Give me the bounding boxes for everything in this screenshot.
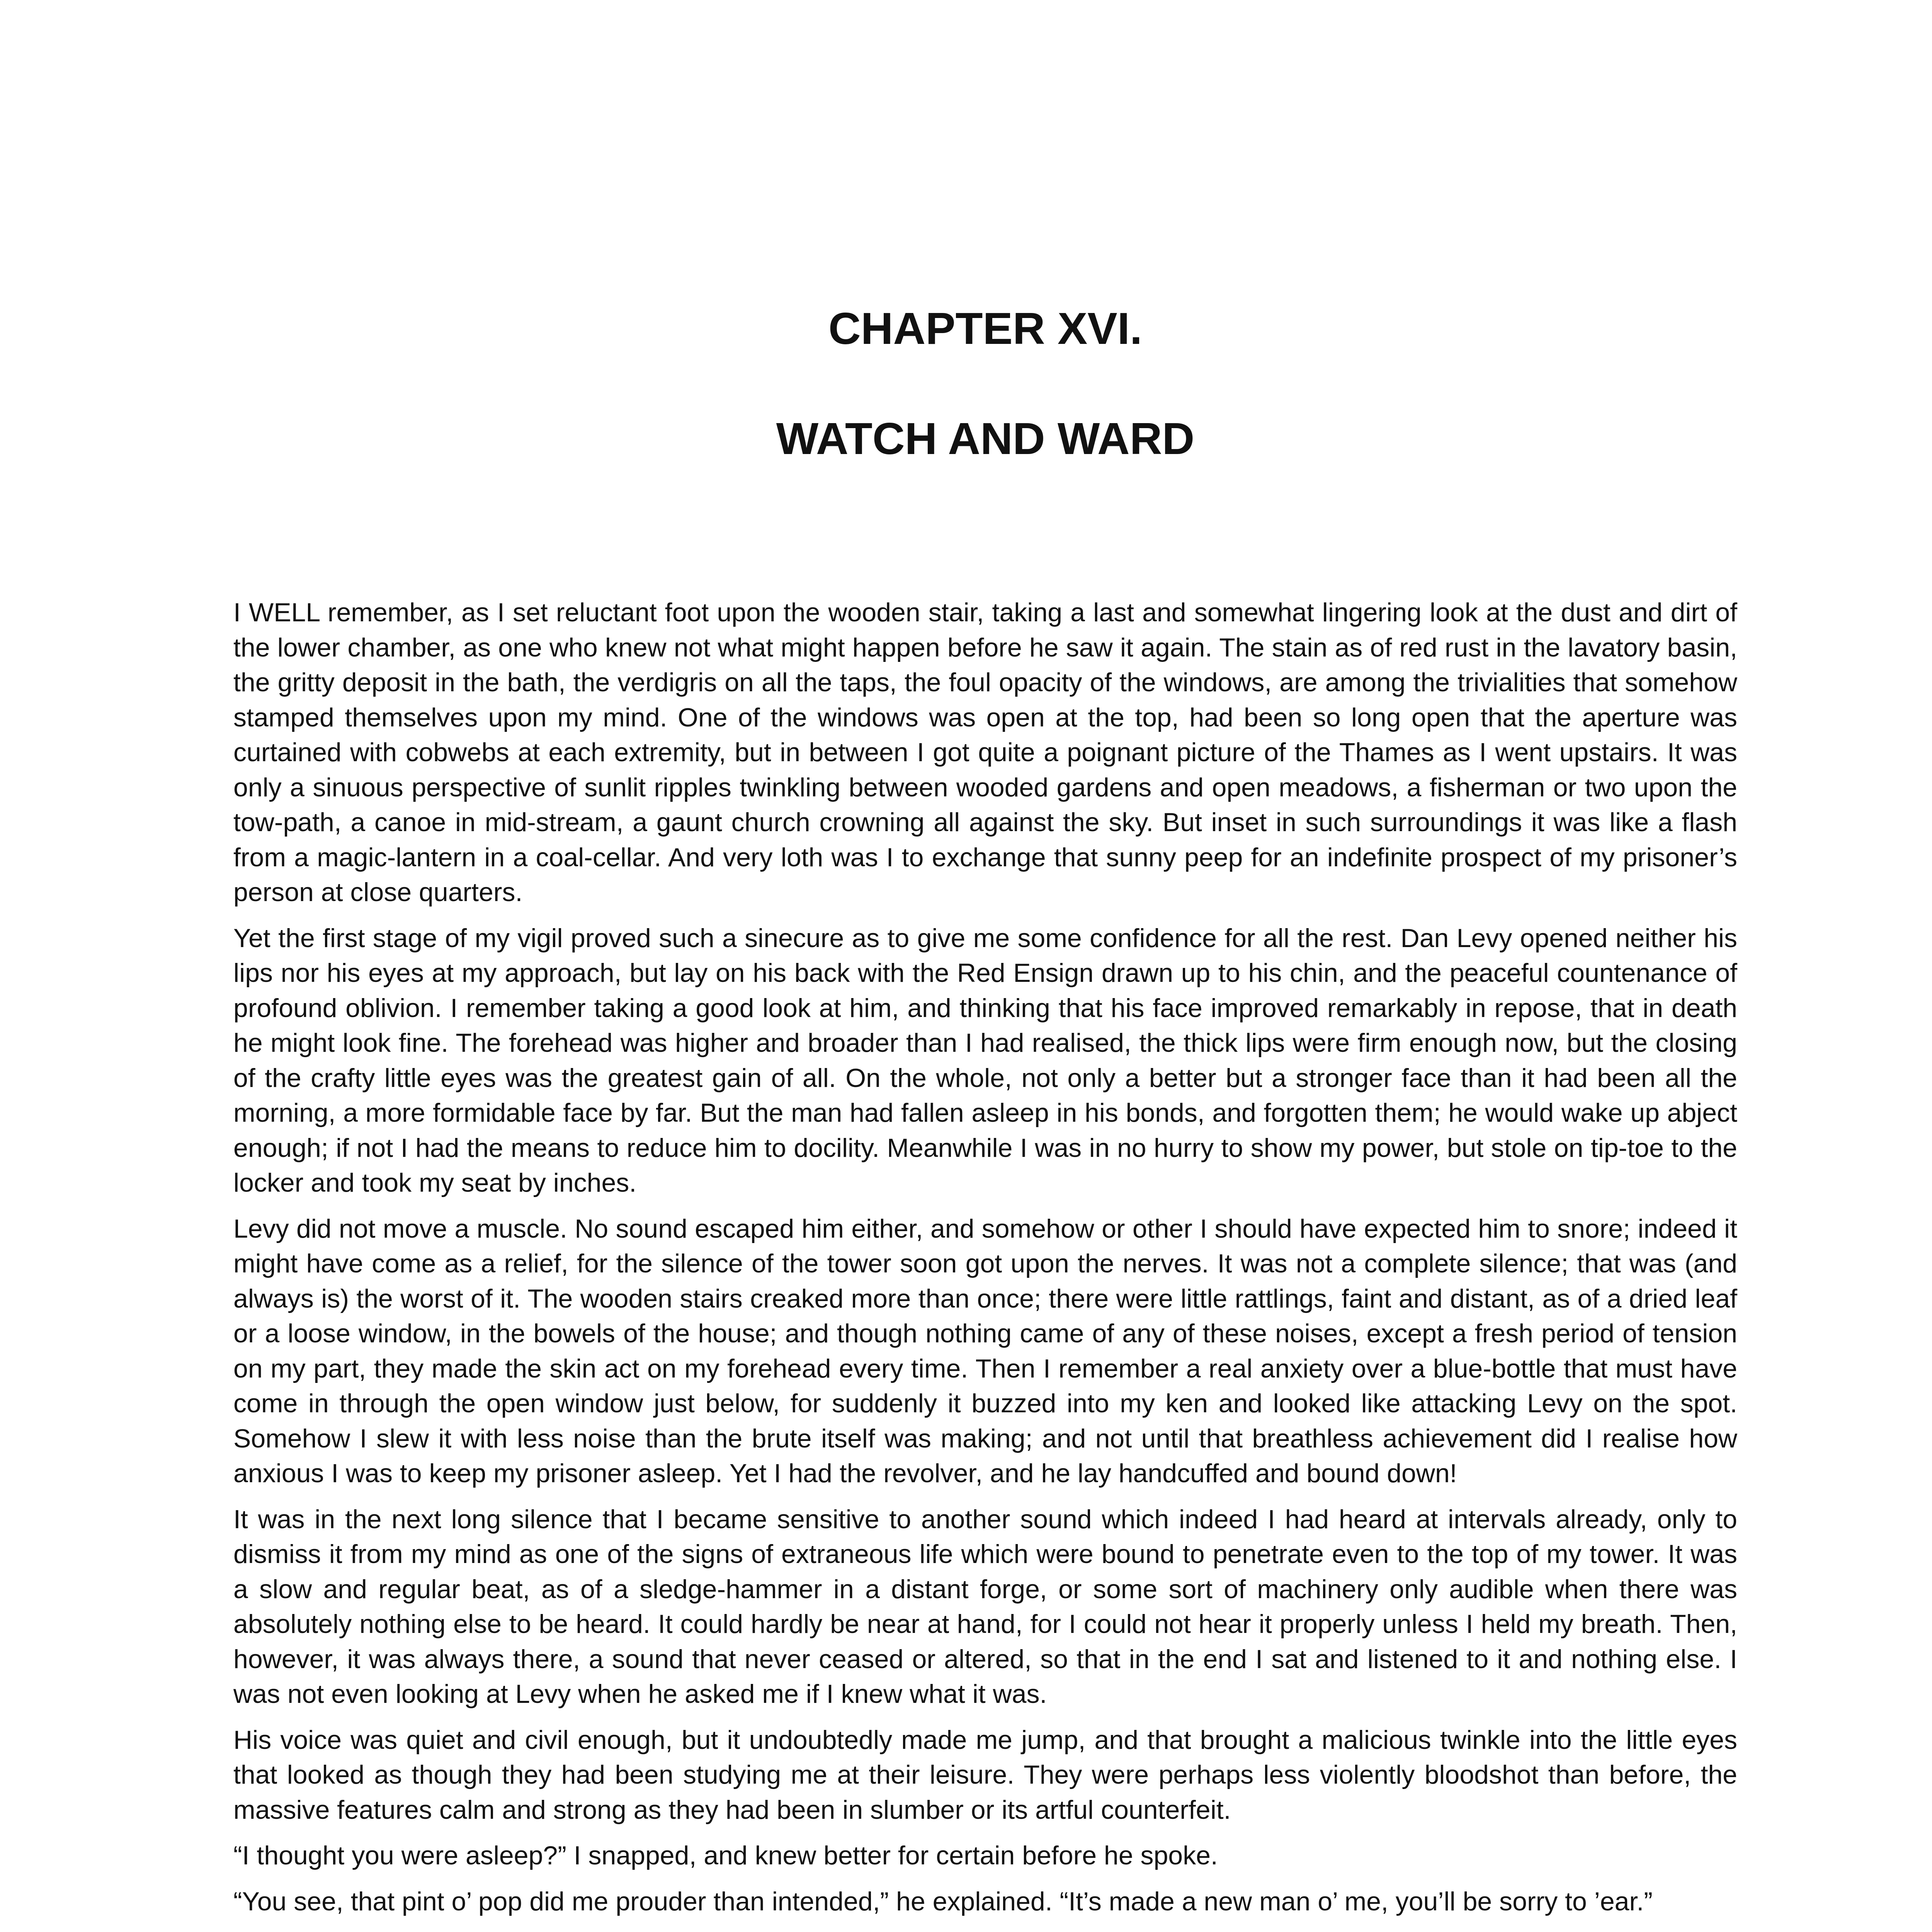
dialogue-paragraph: “I thought you were asleep?” I snapped, and knew better for certain before he spoke. xyxy=(233,1841,1218,1870)
paragraph: It was in the next long silence that I became sensitive to another sound which indeed I had heard at intervals already, only to dismiss it from my mind as one of the signs of extraneous life which were bound to penetrate even to the top of my tower. It was a slow and regular beat, as of a sledge-hammer in a distant forge, or some sort of machinery only audible when there was absolutely nothing else to be heard. It could hardly be near at hand, for I could not hear it properly unless I held my breath. Then, however, it was always there, a sound that never ceased or altered, so that in the end I sat and listened to it and nothing else. I was not even looking at Levy when he asked me if I knew what it was. xyxy=(233,1504,1737,1709)
paragraph: Levy did not move a muscle. No sound escaped him either, and somehow or other I should have expected him to snore; indeed it might have come as a relief, for the silence of the tower soon got upon the nerves. It was not a complete silence; that was (and always is) the worst of it. The wooden stairs creaked more than once; there were little rattlings, faint and distant, as of a dried leaf or a loose window, in the bowels of the house; and though nothing came of any of these noises, except a fresh period of tension on my part, they made the skin act on my forehead every time. Then I remember a real anxiety over a blue-bottle that must have come in through the open window just below, for suddenly it buzzed into my ken and looked like attacking Levy on the spot. Somehow I slew it with less noise than the brute itself was making; and not until that breathless achievement did I realise how anxious I was to keep my prisoner asleep. Yet I had the revolver, and he lay handcuffed and bound down! xyxy=(233,1214,1737,1488)
dialogue-paragraph: “You see, that pint o’ pop did me prouder than intended,” he explained. “It’s made a new man o’ me, you’ll be sorry to ’ear.” xyxy=(233,1886,1653,1916)
chapter-body xyxy=(233,595,1737,1932)
paragraph: His voice was quiet and civil enough, but it undoubtedly made me jump, and that brought a malicious twinkle into the little eyes that looked as though they had been studying me at their leisure. They were perhaps less violently bloodshot than before, the massive features calm and strong as they had been in slumber or its artful counterfeit. xyxy=(233,1725,1737,1825)
chapter-title: WATCH AND WARD xyxy=(776,413,1195,464)
chapter-number: CHAPTER XVI. xyxy=(828,303,1143,354)
paragraph xyxy=(233,1930,1737,1932)
paragraph: I WELL remember, as I set reluctant foot upon the wooden stair, taking a last and somewhat lingering look at the dust and dirt of the lower chamber, as one who knew not what might happen before he saw it again. The stain as of red rust in the lavatory basin, the gritty deposit in the bath, the verdigris on all the taps, the foul opacity of the windows, are among the trivialities that somehow stamped themselves upon my mind. One of the windows was open at the top, had been so long open that the aperture was curtained with cobwebs at each extremity, but in between I got quite a poignant picture of the Thames as I went upstairs. It was only a sinuous perspective of sunlit ripples twinkling between wooded gardens and open meadows, a fisherman or two upon the tow-path, a canoe in mid-stream, a gaunt church crowning all against the sky. But inset in such surroundings it was like a flash from a magic-lantern in a coal-cellar. And very loth was I to exchange that sunny peep for an indefinite prospect of my prisoner’s person at close quarters. xyxy=(233,598,1737,907)
paragraph: Yet the first stage of my vigil proved such a sinecure as to give me some confidence for all the rest. Dan Levy opened neither his lips nor his eyes at my approach, but lay on his back with the Red Ensign drawn up to his chin, and the peaceful countenance of profound oblivion. I remember taking a good look at him, and thinking that his face improved remarkably in repose, that in death he might look fine. The forehead was higher and broader than I had realised, the thick lips were firm enough now, but the closing of the crafty little eyes was the greatest gain of all. On the whole, not only a better but a stronger face than it had been all the morning, a more formidable face by far. But the man had fallen asleep in his bonds, and forgotten them; he would wake up abject enough; if not I had the means to reduce him to docility. Meanwhile I was in no hurry to show my power, but stole on tip-toe to the locker and took my seat by inches. xyxy=(233,923,1737,1197)
